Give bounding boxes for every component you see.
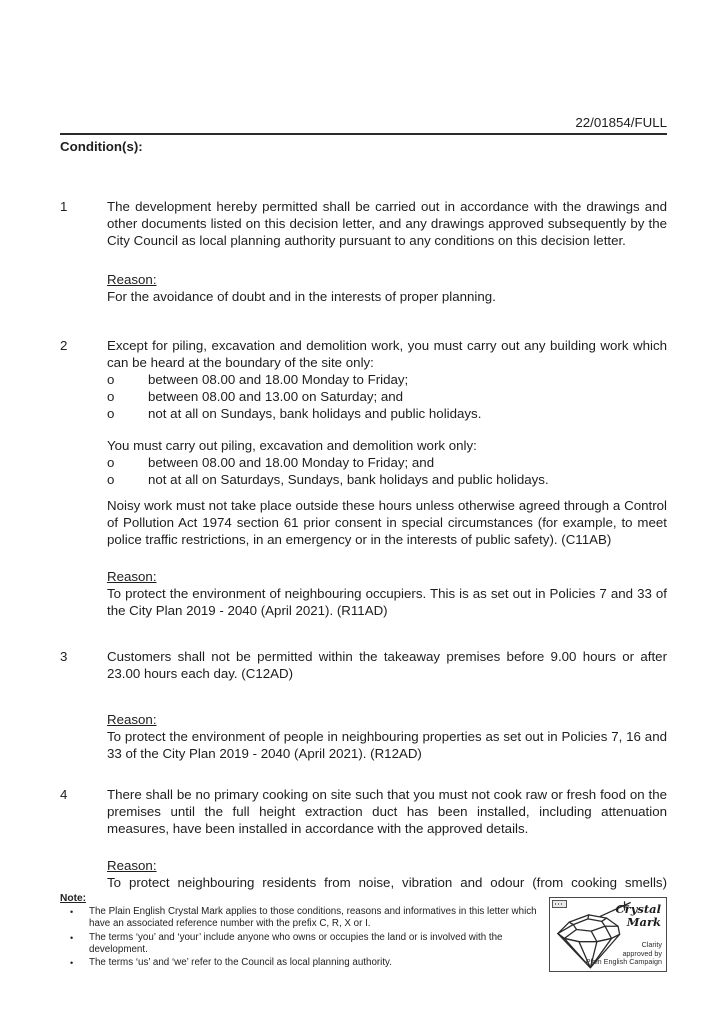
condition-2-reason [107, 568, 667, 619]
crystal-mark-title [615, 903, 661, 928]
condition-2-hours-list [107, 371, 667, 422]
list-item [107, 454, 667, 471]
list-bullet: o [107, 372, 115, 387]
list-item [107, 388, 667, 405]
condition-1-text: The development hereby permitted shall be carried out in accordance with the drawings and other documents listed on this decision letter, and any drawings approved subsequently by the City Council as local planning authority pursuant to any conditions on this decision letter. [107, 199, 667, 248]
note-item [60, 957, 539, 969]
condition-3-reason [107, 711, 667, 762]
condition-1-reason [107, 271, 667, 305]
condition-3-text: Customers shall not be permitted within the takeaway premises before 9.00 hours or after 23.00 hours each day. (C12AD) [107, 649, 667, 681]
condition-2-piling-list [107, 454, 667, 488]
note-item-text: The Plain English Crystal Mark applies to those conditions, reasons and informatives in this letter which have an associated reference number with the prefix C, R, X or I. [89, 906, 537, 930]
note-item [60, 932, 539, 956]
list-bullet: o [107, 406, 115, 421]
header-rule [60, 133, 667, 135]
condition-1 [60, 198, 667, 305]
list-item-text: not at all on Saturdays, Sundays, bank holidays and public holidays. [148, 472, 549, 487]
reason-text: To protect neighbouring residents from noise, vibration and odour (from cooking smells) [107, 875, 667, 890]
note-item-text: The terms ‘us’ and ‘we’ refer to the Council as local planning authority. [89, 957, 392, 969]
condition-2-intro: Except for piling, excavation and demolition work, you must carry out any building work which can be heard at the boundary of the site only: [107, 338, 667, 370]
list-item-text: not at all on Sundays, bank holidays and public holidays. [148, 406, 482, 421]
reason-text: For the avoidance of doubt and in the interests of proper planning. [107, 289, 496, 304]
note-list [60, 906, 539, 969]
reason-text: To protect the environment of people in neighbouring properties as set out in Policies 7, 16 and 33 of the City Plan 2019 - 2040 (April 2021). (R12AD) [107, 729, 667, 761]
condition-3-body [107, 648, 667, 762]
condition-2-outro: Noisy work must not take place outside these hours unless otherwise agreed through a Control of Pollution Act 1974 section 61 prior consent in special circumstances (for example, to meet police traffic restrictions, in an emergency or in the interests of public safety). (C11AB) [107, 498, 667, 547]
list-item [107, 371, 667, 388]
condition-2-number: 2 [60, 338, 68, 353]
condition-3 [60, 648, 667, 762]
conditions-heading: Condition(s): [60, 139, 143, 154]
condition-2-intro2: You must carry out piling, excavation and demolition work only: [107, 438, 477, 453]
caption-line: Clarity [641, 940, 662, 950]
condition-4-reason [107, 857, 667, 891]
note-label: Note: [60, 893, 87, 904]
condition-2-body [107, 337, 667, 619]
page-footer [60, 893, 667, 972]
condition-4-body [107, 786, 667, 891]
crystal-mark-title-line1: Crystal [615, 902, 661, 916]
caption-line: approved by [622, 948, 662, 958]
reason-label: Reason: [107, 712, 157, 727]
list-item-text: between 08.00 and 18.00 Monday to Friday; and [148, 455, 435, 470]
note-item [60, 906, 539, 930]
list-item-text: between 08.00 and 13.00 on Saturday; and [148, 389, 404, 404]
note-bullet: • [70, 932, 74, 943]
list-item-text: between 08.00 and 18.00 Monday to Friday; [148, 372, 409, 387]
crystal-mark-caption [586, 941, 662, 967]
reason-label: Reason: [107, 858, 157, 873]
condition-1-body [107, 198, 667, 305]
list-item [107, 471, 667, 488]
condition-4-text: There shall be no primary cooking on site such that you must not cook raw or fresh food on the premises until the full height extraction duct has been installed, including attenuation measures, have been installed in accordance with the approved details. [107, 787, 667, 836]
note-bullet: • [70, 907, 74, 918]
crystal-mark-logo [549, 897, 667, 972]
reason-label: Reason: [107, 569, 157, 584]
condition-4 [60, 786, 667, 891]
reason-text: To protect the environment of neighbouring occupiers. This is as set out in Policies 7 and 33 of the City Plan 2019 - 2040 (April 2021). (R11AD) [107, 586, 667, 618]
caption-line: Plain English Campaign [585, 957, 662, 967]
note-bullet: • [70, 958, 74, 969]
list-item [107, 405, 667, 422]
note-block [60, 893, 539, 970]
crystal-mark-title-line2: Mark [626, 914, 661, 929]
list-bullet: o [107, 389, 115, 404]
note-item-text: The terms ‘you’ and ‘your’ include anyone who owns or occupies the land or is involved with the development. [89, 931, 503, 955]
list-bullet: o [107, 472, 115, 487]
condition-1-number: 1 [60, 199, 68, 214]
condition-4-number: 4 [60, 787, 68, 802]
condition-2 [60, 337, 667, 619]
reason-label: Reason: [107, 272, 157, 287]
list-bullet: o [107, 455, 115, 470]
application-reference: 22/01854/FULL [575, 115, 667, 130]
condition-3-number: 3 [60, 649, 68, 664]
